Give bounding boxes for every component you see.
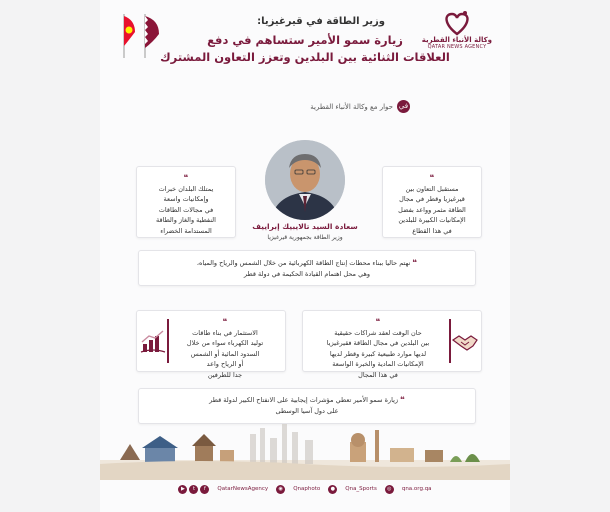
minister-subtitle: وزير الطاقة في قيرغيزيا: [257, 16, 385, 27]
intro-badge: في [397, 100, 410, 113]
quote-line: جدا للطرفين [207, 370, 243, 379]
quote-card-middle [138, 250, 476, 286]
quote-line: حان الوقت لعقد شراكات حقيقية [334, 328, 422, 337]
quote-mark-icon: ❝ [183, 173, 189, 182]
accent-divider [167, 319, 169, 363]
quote-line: على دول آسيا الوسطى [275, 406, 339, 415]
person-portrait-icon [265, 140, 345, 220]
quote-line: في هذا المجال [358, 370, 398, 379]
quote-card-top-left [136, 166, 236, 238]
sports-icon: ● [328, 485, 337, 494]
interview-intro [310, 100, 410, 113]
intro-text: حوار مع وكالة الأنباء القطرية [310, 102, 393, 111]
handshake-icon [451, 328, 479, 356]
quote-line: بين البلدين في مجال الطاقة فقيرغيزيا [326, 339, 430, 347]
agency-name-ar: وكالة الأنباء القطرية [421, 36, 492, 44]
investment-chart-icon [139, 328, 167, 356]
headline-line-2: العلاقات الثنائية بين البلدين وتعزز التعاون المشترك [160, 50, 450, 64]
quote-line: المستدامة الخضراء [160, 226, 212, 235]
footer-social-bar [100, 480, 510, 498]
quote-mark-icon: ❝ [429, 173, 435, 182]
flags-icon [115, 12, 165, 60]
youtube-icon[interactable]: ▶ [178, 485, 187, 494]
quote-card-top-right [382, 166, 482, 238]
quote-line: لديها موارد طبيعية كبيرة وقطر لديها [329, 349, 427, 358]
quote-card-bottom [138, 388, 476, 424]
quote-line: في هذا القطاع [412, 226, 452, 235]
facebook-handle[interactable]: QatarNewsAgency [217, 486, 269, 492]
quote-card-mid-left [136, 310, 286, 379]
quote-line: الإمكانيات المادية والخبرة الواسعة [332, 360, 424, 368]
quote-line: وإمكانيات واسعة [163, 195, 209, 203]
headline-line-1: زيارة سمو الأمير ستساهم في دفع [207, 33, 403, 47]
quote-card-mid-right [302, 310, 482, 379]
sports-handle[interactable]: Qna_Sports [345, 486, 377, 492]
right-gutter [510, 0, 610, 512]
facebook-icon[interactable]: f [200, 485, 209, 494]
quote-line: السدود المائية أو الشمس [190, 349, 260, 358]
quote-line: وهي محل اهتمام القيادة الحكيمة في دولة قطر [243, 269, 371, 278]
camera-icon: ◉ [276, 485, 285, 494]
skyline-illustration [100, 420, 510, 480]
minister-role: وزير الطاقة بجمهورية قيرغيزيا [267, 234, 343, 241]
quote-line: الطاقة مثمر وواعد بفضل [398, 205, 466, 214]
minister-portrait [265, 140, 345, 220]
headline [160, 32, 450, 66]
social-icons [178, 485, 209, 494]
quote-line: في مجالات الطاقات [158, 205, 214, 214]
photo-handle[interactable]: Qnaphoto [293, 486, 321, 492]
globe-icon: ◎ [385, 485, 394, 494]
quote-line: زيارة سمو الأمير تعطي مؤشرات إيجابية على الانفتاح الكبير لدولة قطر [209, 396, 399, 404]
minister-name: سعادة السيد تالايبيك إبراييف [252, 222, 358, 231]
quote-line: الإمكانيات الكبيرة للبلدين [398, 216, 466, 224]
infographic-poster [100, 0, 510, 512]
quote-line: نهتم حاليا ببناء محطات إنتاج الطاقة الكهربائية من خلال الشمس والرياح والمياه، [196, 259, 411, 267]
quote-mark-icon: ❝ [412, 258, 418, 267]
quote-line: أو الرياح واعد [206, 360, 244, 368]
quote-mark-icon: ❝ [375, 317, 381, 326]
quote-mark-icon: ❝ [400, 395, 405, 404]
agency-name-en: QATAR NEWS AGENCY [427, 44, 487, 50]
quote-line: الاستثمار في بناء طاقات [192, 328, 258, 337]
website-link[interactable]: qna.org.qa [401, 486, 432, 492]
quote-line: يمتلك البلدان خبرات [158, 184, 214, 193]
quote-mark-icon: ❝ [222, 317, 228, 326]
left-gutter [0, 0, 100, 512]
quote-line: النفطية والغاز والطاقة [156, 216, 216, 224]
twitter-icon[interactable]: t [189, 485, 198, 494]
quote-line: قيرغيزيا وقطر في مجال [399, 195, 465, 203]
quote-line: توليد الكهرباء سواء من خلال [186, 339, 264, 347]
quote-line: مستقبل التعاون بين [405, 184, 459, 193]
